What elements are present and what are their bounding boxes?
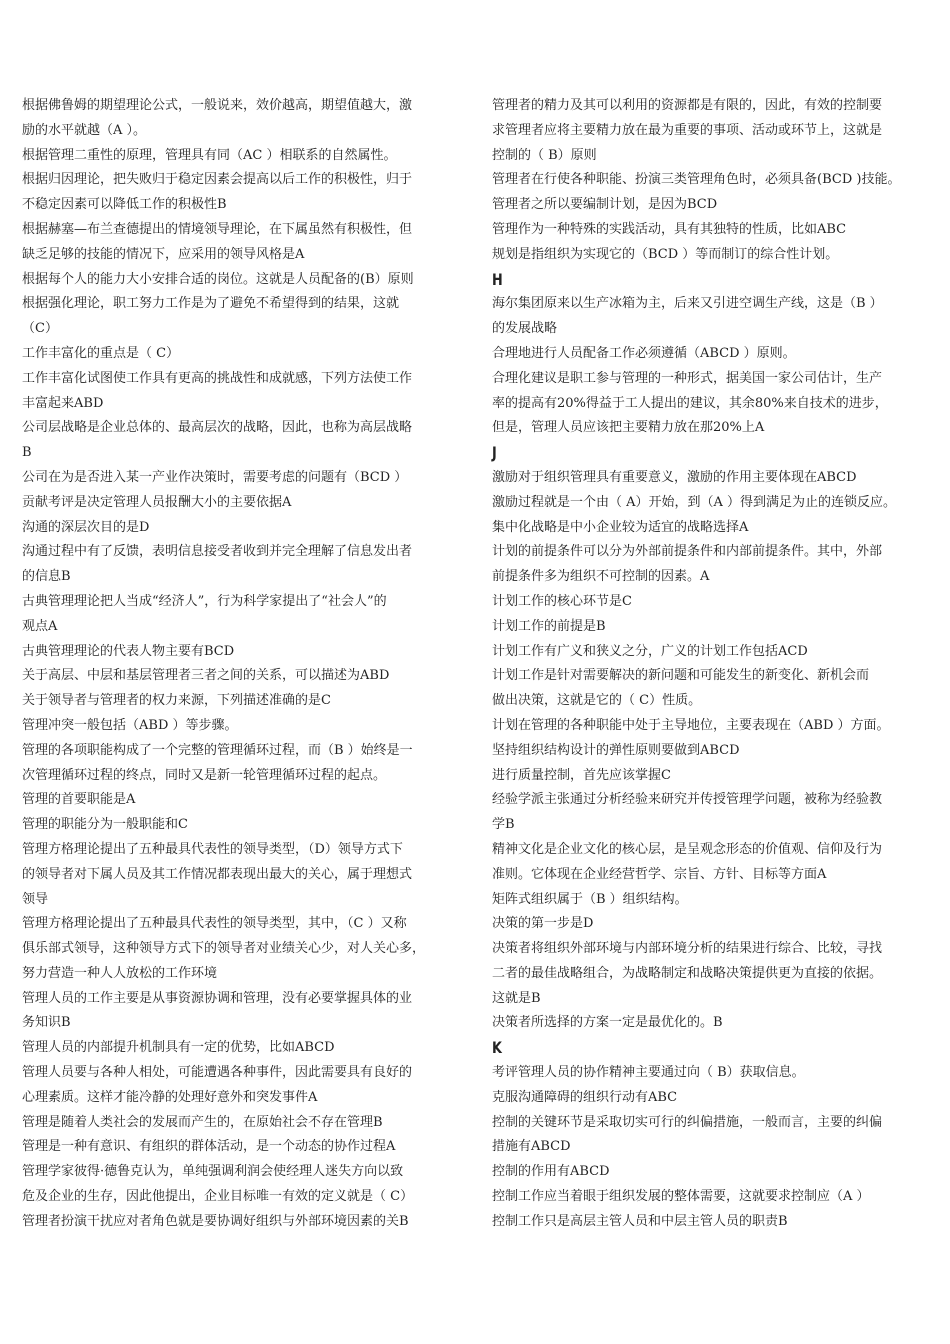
text-line: 激励对于组织管理具有重要意义，激励的作用主要体现在ABCD (492, 469, 857, 485)
text-line: 务知识B (22, 1015, 71, 1031)
text-line: 计划工作的前提是B (492, 618, 606, 634)
text-line: 缺乏足够的技能的情况下，应采用的领导风格是A (22, 246, 305, 262)
text-line: 次管理循环过程的终点，同时又是新一轮管理循环过程的起点。 (22, 767, 387, 783)
text-line: 控制的（ B）原则 (492, 147, 597, 163)
text-line: 控制的关键环节是采取切实可行的纠偏措施，一般而言，主要的纠偏 (492, 1114, 883, 1130)
text-line: 工作丰富化的重点是（ C） (22, 345, 180, 361)
section-letter-heading: H (492, 269, 503, 289)
text-line: 的领导者对下属人员及其工作情况都表现出最大的关心，属于理想式 (22, 866, 413, 882)
text-line: 沟通的深层次目的是D (22, 519, 150, 535)
section-letter-heading: K (492, 1038, 502, 1058)
text-line: 进行质量控制，首先应该掌握C (492, 767, 671, 783)
right-column (492, 94, 932, 1235)
text-line: 根据强化理论，职工努力工作是为了避免不希望得到的结果，这就 (22, 296, 400, 312)
text-line: 求管理者应将主要精力放在最为重要的事项、活动或环节上，这就是 (492, 122, 883, 138)
text-line: 这就是B (492, 990, 541, 1006)
text-line: 但是，管理人员应该把主要精力放在那20%上A (492, 420, 765, 436)
text-line: 控制工作只是高层主管人员和中层主管人员的职责B (492, 1213, 788, 1229)
text-line: 观点A (22, 618, 58, 634)
text-line: 心理素质。这样才能冷静的处理好意外和突发事件A (22, 1089, 318, 1105)
text-line: 管理者扮演干扰应对者角色就是要协调好组织与外部环境因素的关B (22, 1213, 409, 1229)
text-line: 坚持组织结构设计的弹性原则要做到ABCD (492, 742, 740, 758)
text-line: 前提条件多为组织不可控制的因素。A (492, 569, 710, 585)
text-line: 励的水平就越（A ）。 (22, 122, 147, 138)
text-line: 计划在管理的各种职能中处于主导地位，主要表现在（ABD ）方面。 (492, 717, 890, 733)
text-line: 矩阵式组织属于（B ）组织结构。 (492, 891, 688, 907)
text-line: 领导 (22, 891, 49, 907)
text-line: 管理方格理论提出了五种最具代表性的领导类型，其中，（C ）又称 (22, 916, 407, 932)
text-line: 管理人员要与各种人相处，可能遭遇各种事件，因此需要具有良好的 (22, 1065, 413, 1081)
text-line: 根据赫塞—布兰查德提出的情境领导理论，在下属虽然有积极性，但 (22, 221, 413, 237)
section-letter-heading: J (492, 443, 497, 463)
text-line: 工作丰富化试图使工作具有更高的挑战性和成就感，下列方法使工作 (22, 370, 413, 386)
text-line: 根据归因理论，把失败归于稳定因素会提高以后工作的积极性，归于 (22, 172, 413, 188)
text-line: （C） (22, 321, 58, 337)
text-line: 古典管理理论把人当成“经济人”，行为科学家提出了“社会人”的 (22, 593, 387, 609)
text-line: 关于领导者与管理者的权力来源，下列描述准确的是C (22, 693, 331, 709)
text-line: 管理人员的工作主要是从事资源协调和管理，没有必要掌握具体的业 (22, 990, 413, 1006)
text-line: 计划的前提条件可以分为外部前提条件和内部前提条件。其中，外部 (492, 544, 883, 560)
text-line: 根据佛鲁姆的期望理论公式，一般说来，效价越高，期望值越大，激 (22, 98, 413, 113)
text-line: 二者的最佳战略组合，为战略制定和战略决策提供更为直接的依据。 (492, 965, 883, 981)
text-line: 管理方格理论提出了五种最具代表性的领导类型，（D）领导方式下 (22, 841, 403, 857)
text-line: 管理冲突一般包括（ABD ）等步骤。 (22, 717, 238, 733)
left-column (22, 94, 462, 1235)
text-line: 丰富起来ABD (22, 395, 104, 411)
text-line: 控制的作用有ABCD (492, 1164, 610, 1180)
text-line: 做出决策，这就是它的（ C）性质。 (492, 693, 702, 709)
text-line: 管理者在行使各种职能、扮演三类管理角色时，必须具备(BCD )技能。 (492, 172, 901, 188)
text-line: 合理化建议是职工参与管理的一种形式，据美国一家公司估计，生产 (492, 370, 883, 386)
text-line: 决策者将组织外部环境与内部环境分析的结果进行综合、比较，寻找 (492, 941, 883, 957)
text-line: 经验学派主张通过分析经验来研究并传授管理学问题，被称为经验教 (492, 792, 883, 808)
text-line: 计划工作的核心环节是C (492, 593, 632, 609)
text-line: 管理是一种有意识、有组织的群体活动，是一个动态的协作过程A (22, 1139, 396, 1155)
text-line: B (22, 445, 32, 461)
text-line: 管理者之所以要编制计划，是因为BCD (492, 197, 718, 213)
text-line: 的发展战略 (492, 321, 558, 337)
text-line: 决策者所选择的方案一定是最优化的。B (492, 1015, 723, 1031)
text-line: 计划工作有广义和狭义之分，广义的计划工作包括ACD (492, 643, 808, 659)
text-line: 管理人员的内部提升机制具有一定的优势，比如ABCD (22, 1040, 335, 1056)
text-line: 考评管理人员的协作精神主要通过向（ B）获取信息。 (492, 1065, 805, 1081)
text-line: 沟通过程中有了反馈，表明信息接受者收到并完全理解了信息发出者 (22, 544, 413, 560)
text-line: 根据每个人的能力大小安排合适的岗位。这就是人员配备的(B）原则 (22, 271, 414, 287)
text-line: 率的提高有20%得益于工人提出的建议，其余80%来自技术的进步， (492, 395, 888, 411)
text-line: 决策的第一步是D (492, 916, 594, 932)
text-line: 控制工作应当着眼于组织发展的整体需要，这就要求控制应（A ） (492, 1189, 870, 1205)
text-line: 管理学家彼得·德鲁克认为，单纯强调利润会使经理人迷失方向以致 (22, 1164, 404, 1180)
text-line: 根据管理二重性的原理，管理具有同（AC ）相联系的自然属性。 (22, 147, 397, 163)
text-line: 的信息B (22, 569, 71, 585)
text-line: 危及企业的生存，因此他提出，企业目标唯一有效的定义就是（ C） (22, 1189, 414, 1205)
text-line: 管理作为一种特殊的实践活动，具有其独特的性质，比如ABC (492, 221, 847, 237)
text-line: 俱乐部式领导，这种领导方式下的领导者对业绩关心少，对人关心多， (22, 941, 426, 957)
text-line: 公司在为是否进入某一产业作决策时，需要考虑的问题有（BCD ） (22, 469, 408, 485)
text-line: 规划是指组织为实现它的（BCD ）等而制订的综合性计划。 (492, 246, 839, 262)
text-line: 海尔集团原来以生产冰箱为主，后来又引进空调生产线，这是（B ） (492, 296, 883, 312)
text-line: 学B (492, 817, 515, 833)
text-line: 关于高层、中层和基层管理者三者之间的关系，可以描述为ABD (22, 668, 390, 684)
text-line: 措施有ABCD (492, 1139, 571, 1155)
text-line: 计划工作是针对需要解决的新问题和可能发生的新变化、新机会而 (492, 668, 870, 684)
text-line: 克服沟通障碍的组织行动有ABC (492, 1089, 678, 1105)
text-line: 管理的各项职能构成了一个完整的管理循环过程，而（B ）始终是一 (22, 742, 413, 758)
text-line: 贡献考评是决定管理人员报酬大小的主要依据A (22, 494, 292, 510)
text-line: 管理是随着人类社会的发展而产生的，在原始社会不存在管理B (22, 1114, 383, 1130)
text-line: 精神文化是企业文化的核心层，是呈观念形态的价值观、信仰及行为 (492, 841, 883, 857)
text-line: 管理的首要职能是A (22, 792, 136, 808)
text-line: 集中化战略是中小企业较为适宜的战略选择A (492, 519, 749, 535)
text-line: 古典管理理论的代表人物主要有BCD (22, 643, 235, 659)
text-line: 合理地进行人员配备工作必须遵循（ABCD ）原则。 (492, 345, 796, 361)
text-line: 努力营造一种人人放松的工作环境 (22, 965, 218, 981)
text-line: 准则。它体现在企业经营哲学、宗旨、方针、目标等方面A (492, 866, 827, 882)
text-line: 激励过程就是一个由（ A）开始，到（A ）得到满足为止的连锁反应。 (492, 494, 897, 510)
text-line: 管理的职能分为一般职能和C (22, 817, 188, 833)
text-line: 不稳定因素可以降低工作的积极性B (22, 197, 227, 213)
text-line: 公司层战略是企业总体的、最高层次的战略，因此，也称为高层战略 (22, 420, 413, 436)
text-line: 管理者的精力及其可以利用的资源都是有限的，因此，有效的控制要 (492, 98, 883, 113)
